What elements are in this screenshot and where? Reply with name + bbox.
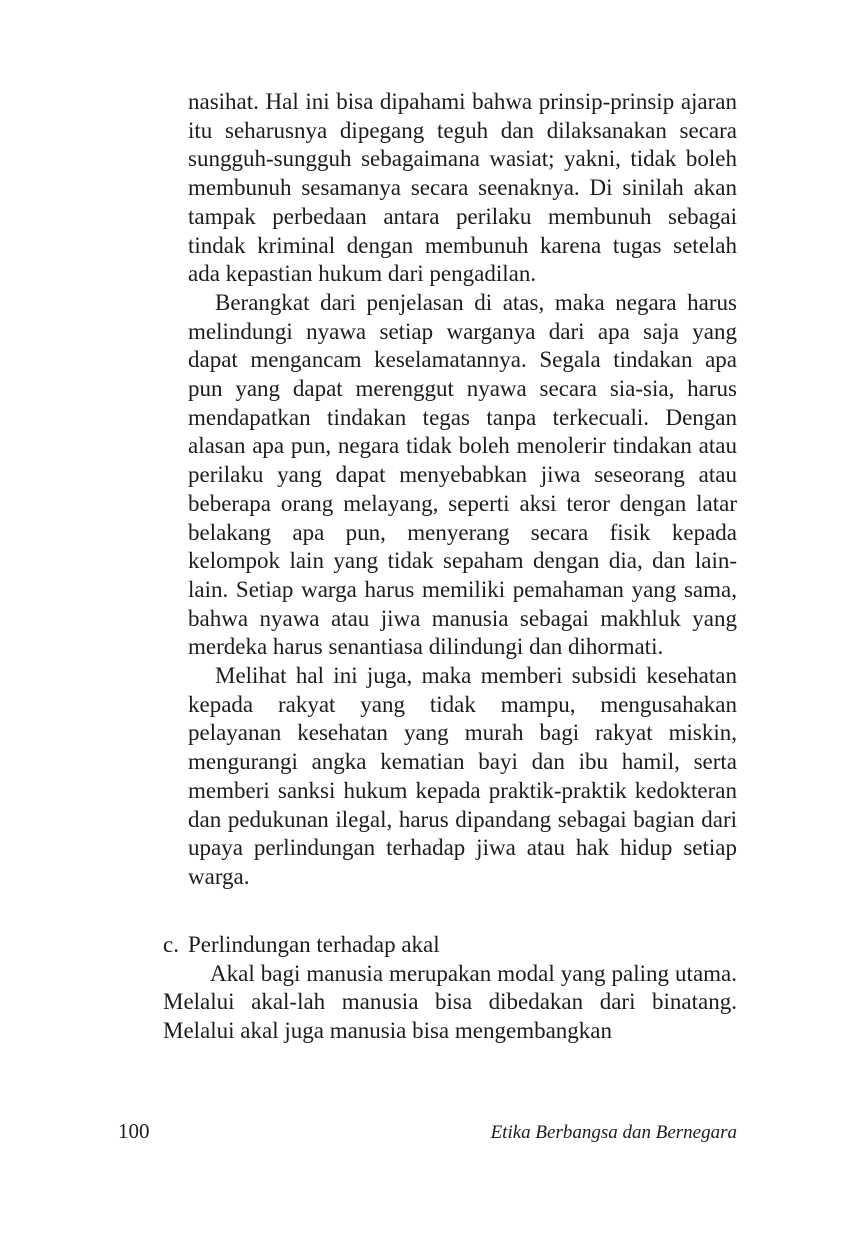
- page-number: 100: [118, 1119, 150, 1143]
- paragraph-health-subsidy: Melihat hal ini juga, maka memberi subsidi kesehatan kepada rakyat yang tidak mampu, mengusahakan pelayanan kesehatan yang murah bagi rakyat miskin, mengurangi angka kematian bayi dan ibu hamil, serta memberi sanksi hukum kepada praktik-praktik kedokteran dan pedukunan ilegal, harus dipandang sebagai bagian dari upaya perlindungan terhadap jiwa atau hak hidup setiap warga.: [188, 663, 737, 889]
- body-text: [188, 88, 737, 892]
- paragraph-continued: nasihat. Hal ini bisa dipahami bahwa prinsip-prinsip ajaran itu seharusnya dipegang teguh dan dilaksanakan secara sungguh-sungguh sebagaimana wasiat; yakni, tidak boleh membunuh sesamanya secara seenaknya. Di sinilah akan tampak perbedaan antara perilaku membunuh sebagai tindak kriminal dengan membunuh karena tugas setelah ada kepastian hukum dari pengadilan.: [188, 89, 737, 287]
- section-title: Perlindungan terhadap akal: [188, 932, 440, 957]
- section-paragraph: Akal bagi manusia merupakan modal yang paling utama. Melalui akal-lah manusia bisa dibedakan dari binatang. Melalui akal juga manusia bisa mengembangkan: [163, 960, 737, 1044]
- page-footer: [118, 1119, 737, 1144]
- section-intellect-protection: [163, 931, 737, 1046]
- section-heading: [163, 931, 737, 960]
- paragraph-state-protection: Berangkat dari penjelasan di atas, maka negara harus melindungi nyawa setiap warganya dari apa saja yang dapat mengancam keselamatannya. Segala tindakan apa pun yang dapat merenggut nyawa secara sia-sia, harus mendapatkan tindakan tegas tanpa terkecuali. Dengan alasan apa pun, negara tidak boleh menolerir tindakan atau perilaku yang dapat menyebabkan jiwa seseorang atau beberapa orang melayang, seperti aksi teror dengan latar belakang apa pun, menyerang secara fisik kepada kelompok lain yang tidak sepaham dengan dia, dan lain-lain. Setiap warga harus memiliki pemahaman yang sama, bahwa nyawa atau jiwa manusia sebagai makhluk yang merdeka harus senantiasa dilindungi dan dihormati.: [188, 289, 737, 660]
- running-title: Etika Berbangsa dan Bernegara: [490, 1122, 737, 1143]
- section-letter: c.: [163, 932, 179, 957]
